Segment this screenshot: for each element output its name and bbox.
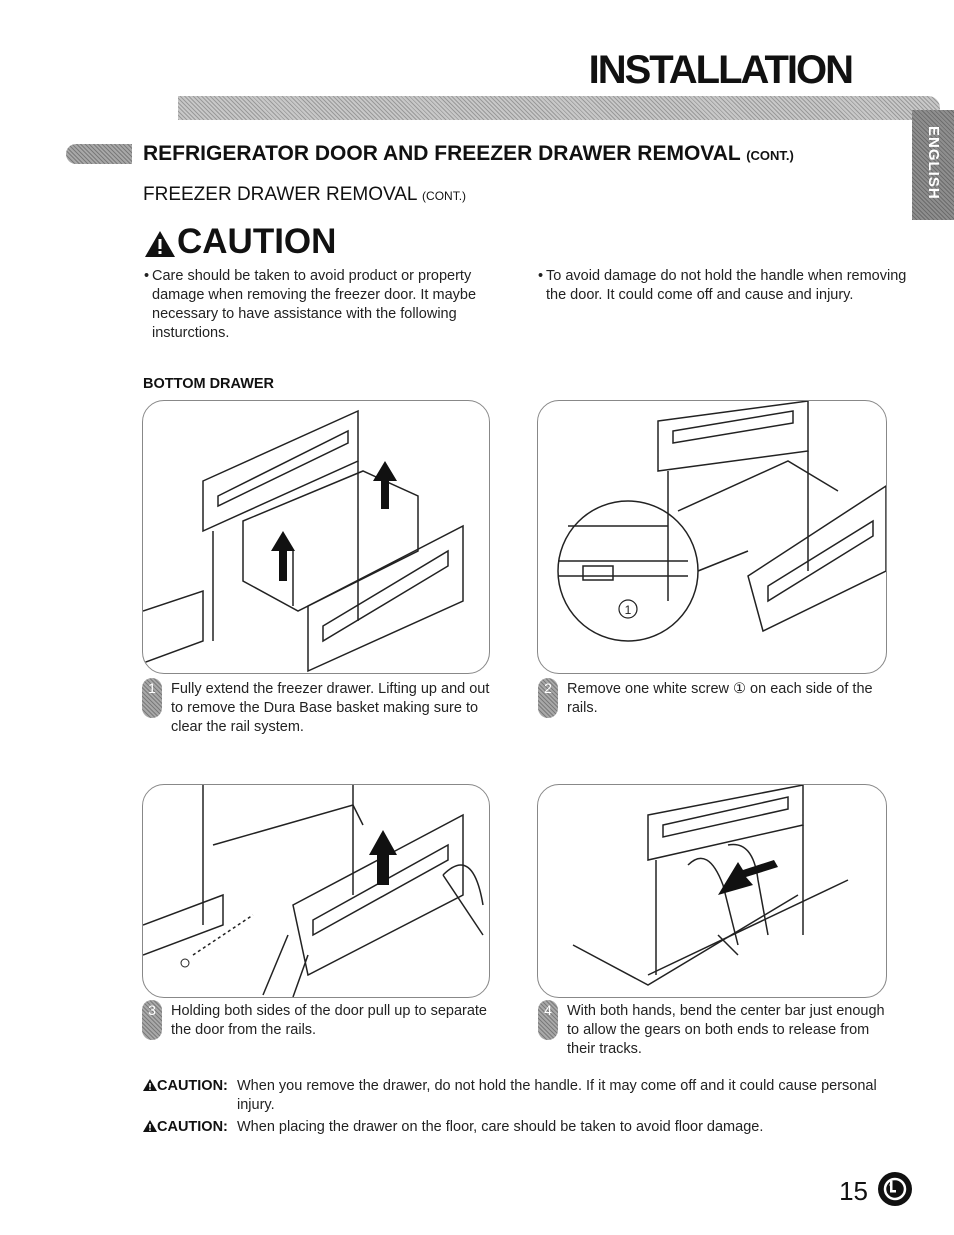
footer-caution-2	[143, 1118, 903, 1137]
bullet-icon: •	[538, 268, 544, 284]
warning-icon	[143, 1120, 157, 1132]
caution-heading-text: CAUTION	[177, 222, 337, 261]
caution-right-text: To avoid damage do not hold the handle when removing the door. It could come off and cause and injury.	[546, 268, 907, 303]
lg-logo-mark	[878, 1172, 912, 1206]
center-bar-illustration	[538, 785, 886, 997]
step-number-badge: 2	[538, 678, 558, 718]
language-tab-label: ENGLISH	[925, 126, 942, 200]
footer-caution-1	[143, 1077, 903, 1113]
subsection-title	[143, 184, 466, 206]
section-title-suffix: (CONT.)	[746, 148, 794, 163]
subsection-title-suffix: (CONT.)	[422, 189, 467, 203]
subsection-title-text: FREEZER DRAWER REMOVAL	[143, 184, 417, 205]
step-4-text: With both hands, bend the center bar just enough to allow the gears on both ends to release from their tracks.	[567, 1003, 885, 1057]
step-3-text: Holding both sides of the door pull up to separate the door from the rails.	[171, 1003, 487, 1038]
caution-left-text: Care should be taken to avoid product or property damage when removing the freezer door. It maybe necessary to have assistance with the following insturctions.	[152, 268, 477, 341]
drawer-basket-illustration	[143, 401, 489, 673]
step-1-text: Fully extend the freezer drawer. Lifting up and out to remove the Dura Base basket making sure to clear the rail system.	[171, 681, 490, 735]
warning-icon	[143, 229, 177, 259]
footer-caution-2-label: CAUTION:	[157, 1119, 228, 1135]
figure-step-1	[142, 400, 490, 674]
bottom-drawer-heading: BOTTOM DRAWER	[143, 376, 275, 392]
lg-logo-icon	[878, 1172, 912, 1206]
step-number-badge: 1	[142, 678, 162, 718]
caution-left-paragraph	[144, 267, 510, 343]
section-title-text: REFRIGERATOR DOOR AND FREEZER DRAWER REMOVAL	[143, 142, 741, 165]
caution-right-paragraph	[538, 267, 908, 305]
footer-caution-1-label: CAUTION:	[157, 1078, 228, 1094]
figure-step-2	[537, 400, 887, 674]
step-2-text: Remove one white screw ① on each side of the rails.	[567, 681, 873, 716]
caution-heading	[143, 222, 336, 262]
language-tab	[912, 110, 954, 220]
footer-caution-2-text: When placing the drawer on the floor, care should be taken to avoid floor damage.	[237, 1119, 764, 1135]
section-title	[143, 142, 794, 166]
svg-text:1: 1	[624, 603, 632, 617]
page-number: 15	[839, 1176, 868, 1206]
page-section-title: INSTALLATION	[588, 48, 852, 92]
bullet-icon: •	[144, 268, 150, 284]
figure-step-4	[537, 784, 887, 998]
warning-icon	[143, 1079, 157, 1091]
figure-step-3	[142, 784, 490, 998]
drawer-rail-screw-illustration	[538, 401, 886, 673]
footer-caution-1-text: When you remove the drawer, do not hold the handle. If it may come off and it could cause personal injury.	[237, 1078, 877, 1113]
section-marker	[66, 144, 132, 164]
door-lift-illustration	[143, 785, 489, 997]
header-bar	[178, 96, 940, 120]
step-number-badge: 3	[142, 1000, 162, 1040]
step-number-badge: 4	[538, 1000, 558, 1040]
